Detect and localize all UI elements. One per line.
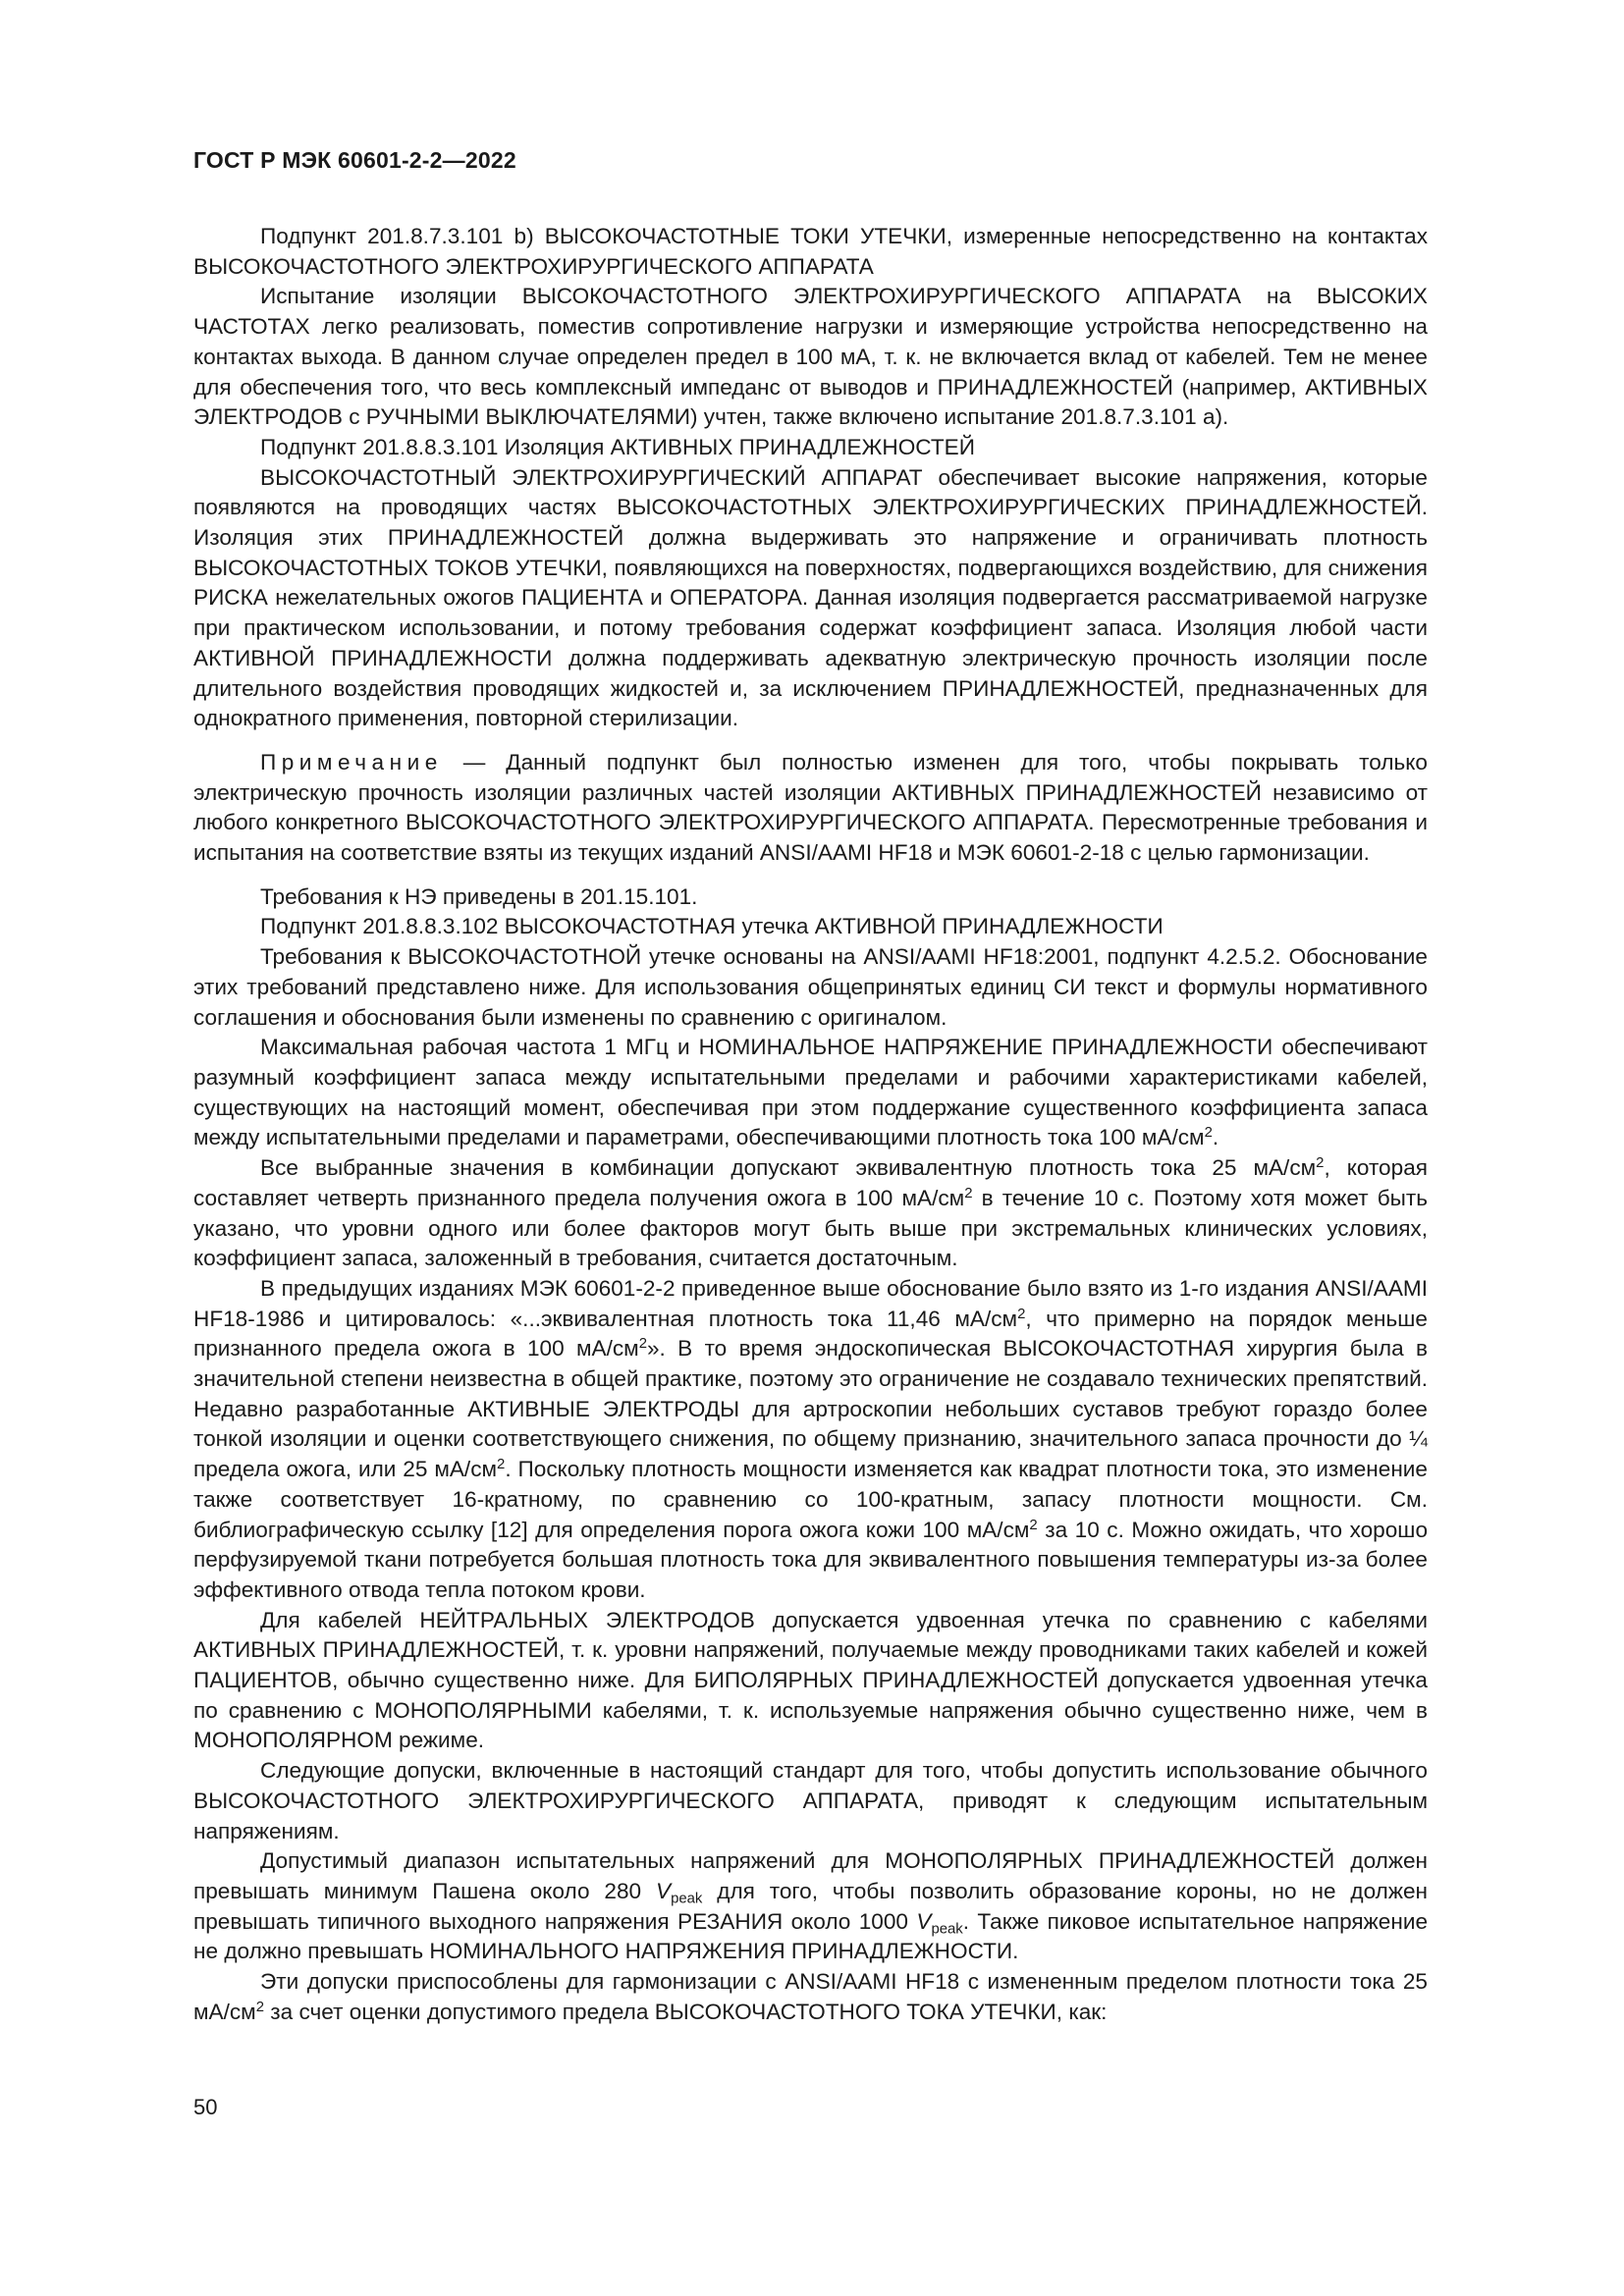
text-run: . Также пиковое испытательное напряжение не должно превышать НОМИНАЛЬНОГО НАПРЯЖЕНИЯ ПРИНАДЛЕЖНОСТИ. <box>193 1908 1429 1964</box>
superscript: 2 <box>1017 1306 1026 1322</box>
paragraph <box>193 1033 1428 1153</box>
page-number: 50 <box>193 2095 218 2119</box>
text-run: , что примерно на порядок меньше признанного предела ожога в 100 мА/см <box>193 1306 1428 1362</box>
text-run: Для кабелей НЕЙТРАЛЬНЫХ ЭЛЕКТРОДОВ допускается удвоенная утечка по сравнению с кабелями АКТИВНЫХ ПРИНАДЛЕЖНОСТЕЙ, т. к. уровни напряжений, получаемые между проводниками таких кабелей и кожей ПАЦИЕНТОВ, обычно существенно ниже. Для БИПОЛЯРНЫХ ПРИНАДЛЕЖНОСТЕЙ допускается удвоенная утечка по сравнению с МОНОПОЛЯРНЫМИ кабелями, т. к. используемые напряжения обычно существенно ниже, чем в МОНОПОЛЯРНОМ режиме. <box>193 1607 1428 1753</box>
superscript: 2 <box>1204 1125 1213 1142</box>
text-run: в течение 10 с. Поэтому хотя может быть указано, что уровни одного или более факторов могут быть выше при экстремальных клинических условиях, коэффициент запаса, заложенный в требования, считается достаточным. <box>193 1185 1428 1271</box>
text-run: Подпункт 201.8.7.3.101 b) ВЫСОКОЧАСТОТНЫЕ ТОКИ УТЕЧКИ, измеренные непосредственно на контактах ВЫСОКОЧАСТОТНОГО ЭЛЕКТРОХИРУРГИЧЕСКОГО АППАРАТА <box>193 224 1428 279</box>
text-run: Следующие допуски, включенные в настоящий стандарт для того, чтобы допустить использование обычного ВЫСОКОЧАСТОТНОГО ЭЛЕКТРОХИРУРГИЧЕСКОГО АППАРАТА, приводят к следующим испытательным напряжениям. <box>193 1758 1428 1843</box>
paragraph <box>193 1153 1428 1274</box>
superscript: 2 <box>964 1185 973 1201</box>
paragraph <box>193 1274 1428 1606</box>
text-run: — Данный подпункт был полностью изменен для того, чтобы покрывать только электрическую прочность изоляции различных частей изоляции АКТИВНЫХ ПРИНАДЛЕЖНОСТЕЙ независимо от любого конкретного ВЫСОКОЧАСТОТНОГО ЭЛЕКТРОХИРУРГИЧЕСКОГО АППАРАТА. Пересмотренные требования и испытания на соответствие взяты из текущих изданий ANSI/AAMI HF18 и МЭК 60601-2-18 с целью гармонизации. <box>193 749 1428 866</box>
text-run: В предыдущих изданиях МЭК 60601-2-2 приведенное выше обоснование было взято из 1-го издания ANSI/AAMI HF18-1986 и цитировалось: «...эквивалентная плотность тока 11,46 мА/см <box>193 1275 1428 1331</box>
text-run: , которая составляет четверть признанного предела получения ожога в 100 мА/см <box>193 1155 1428 1210</box>
superscript: 2 <box>1316 1154 1325 1171</box>
paragraph <box>193 282 1428 433</box>
superscript: 2 <box>497 1456 506 1472</box>
superscript: 2 <box>1029 1517 1038 1533</box>
text-run: Подпункт 201.8.8.3.101 Изоляция АКТИВНЫХ ПРИНАДЛЕЖНОСТЕЙ <box>260 434 975 459</box>
text-run: ВЫСОКОЧАСТОТНЫЙ ЭЛЕКТРОХИРУРГИЧЕСКИЙ АППАРАТ обеспечивает высокие напряжения, которые появляются на проводящих частях ВЫСОКОЧАСТОТНЫХ ЭЛЕКТРОХИРУРГИЧЕСКИХ ПРИНАДЛЕЖНОСТЕЙ. Изоляция этих ПРИНАДЛЕЖНОСТЕЙ должна выдерживать это напряжение и ограничивать плотность ВЫСОКОЧАСТОТНЫХ ТОКОВ УТЕЧКИ, появляющихся на поверхностях, подвергающихся воздействию, для снижения РИСКА нежелательных ожогов ПАЦИЕНТА и ОПЕРАТОРА. Данная изоляция подвергается рассматриваемой нагрузке при практическом использовании, и потому требования содержат коэффициент запаса. Изоляция любой части АКТИВНОЙ ПРИНАДЛЕЖНОСТИ должна поддерживать адекватную электрическую прочность изоляции после длительного воздействия проводящих жидкостей и, за исключением ПРИНАДЛЕЖНОСТЕЙ, предназначенных для однократного применения, повторной стерилизации. <box>193 464 1428 731</box>
paragraph <box>193 1606 1428 1757</box>
superscript: 2 <box>638 1336 647 1353</box>
superscript: 2 <box>255 1999 265 2015</box>
text-run: ». В то время эндоскопическая ВЫСОКОЧАСТОТНАЯ хирургия была в значительной степени неизвестна в общей практике, поэтому это ограничение не создавало технических препятствий. Недавно разработанные АКТИВНЫЕ ЭЛЕКТРОДЫ для артроскопии небольших суставов требуют гораздо более тонкой изоляции и оценки соответствующего снижения, по общему признанию, значительного запаса прочности до ¼ предела ожога, или 25 мА/см <box>193 1336 1428 1482</box>
text-run: Эти допуски приспособлены для гармонизации с ANSI/AAMI HF18 с измененным пределом плотности тока 25 мА/см <box>193 1969 1428 2024</box>
document-body <box>193 222 1428 2027</box>
text-run: Требования к ВЫСОКОЧАСТОТНОЙ утечке основаны на ANSI/AAMI HF18:2001, подпункт 4.2.5.2. Обоснование этих требований представлено ниже. Для использования общепринятых единиц СИ текст и формулы нормативного соглашения и обоснования были изменены по сравнению с оригиналом. <box>193 944 1428 1030</box>
text-run: Допустимый диапазон испытательных напряжений для МОНОПОЛЯРНЫХ ПРИНАДЛЕЖНОСТЕЙ должен превышать минимум Пашена около 280 <box>193 1848 1428 1903</box>
paragraph <box>193 222 1428 282</box>
text-run: Испытание изоляции ВЫСОКОЧАСТОТНОГО ЭЛЕКТРОХИРУРГИЧЕСКОГО АППАРАТА на ВЫСОКИХ ЧАСТОТАХ легко реализовать, поместив сопротивление нагрузки и измеряющие устройства непосредственно на контактах выхода. В данном случае определен предел в 100 мА, т. к. не включается вклад от кабелей. Тем не менее для обеспечения того, что весь комплексный импеданс от выводов и ПРИНАДЛЕЖНОСТЕЙ (например, АКТИВНЫХ ЭЛЕКТРОДОВ с РУЧНЫМИ ВЫКЛЮЧАТЕЛЯМИ) учтен, также включено испытание 201.8.7.3.101 a). <box>193 284 1428 430</box>
text-run: V <box>916 1908 932 1934</box>
text-run: . <box>1212 1125 1219 1150</box>
text-run: для того, чтобы позволить образование короны, но не должен превышать типичного выходного напряжения РЕЗАНИЯ около 1000 <box>193 1878 1428 1934</box>
subscript: peak <box>671 1891 703 1907</box>
text-run: за 10 с. Можно ожидать, что хорошо перфузируемой ткани потребуется большая плотность тока для эквивалентного повышения температуры из-за более эффективного отвода тепла потоком крови. <box>193 1517 1429 1602</box>
subscript: peak <box>931 1921 963 1938</box>
document-header: ГОСТ Р МЭК 60601-2-2—2022 <box>193 147 516 173</box>
paragraph <box>193 1846 1428 1967</box>
paragraph <box>193 942 1428 1033</box>
text-run: Требования к НЭ приведены в 201.15.101. <box>260 883 698 909</box>
text-run: V <box>655 1878 672 1903</box>
paragraph <box>193 882 1428 913</box>
paragraph <box>193 748 1428 869</box>
text-run: . Поскольку плотность мощности изменяется как квадрат плотности тока, это изменение также соответствует 16-кратному, по сравнению со 100-кратным, запасу плотности мощности. См. библиографическую ссылку [12] для определения порога ожога кожи 100 мА/см <box>193 1457 1428 1542</box>
paragraph <box>193 433 1428 463</box>
text-run: Максимальная рабочая частота 1 МГц и НОМИНАЛЬНОЕ НАПРЯЖЕНИЕ ПРИНАДЛЕЖНОСТИ обеспечивают разумный коэффициент запаса между испытательными пределами и рабочими характеристиками кабелей, существующих на настоящий момент, обеспечивая при этом поддержание существенного коэффициента запаса между испытательными пределами и параметрами, обеспечивающими плотность тока 100 мА/см <box>193 1035 1428 1150</box>
paragraph <box>193 912 1428 942</box>
paragraph <box>193 463 1428 734</box>
text-run: за счет оценки допустимого предела ВЫСОКОЧАСТОТНОГО ТОКА УТЕЧКИ, как: <box>264 1999 1108 2024</box>
note-label: Примечание <box>260 749 443 774</box>
paragraph <box>193 1967 1428 2027</box>
paragraph <box>193 1756 1428 1846</box>
text-run: Все выбранные значения в комбинации допускают эквивалентную плотность тока 25 мА/см <box>260 1155 1317 1181</box>
text-run: Подпункт 201.8.8.3.102 ВЫСОКОЧАСТОТНАЯ утечка АКТИВНОЙ ПРИНАДЛЕЖНОСТИ <box>260 914 1164 939</box>
